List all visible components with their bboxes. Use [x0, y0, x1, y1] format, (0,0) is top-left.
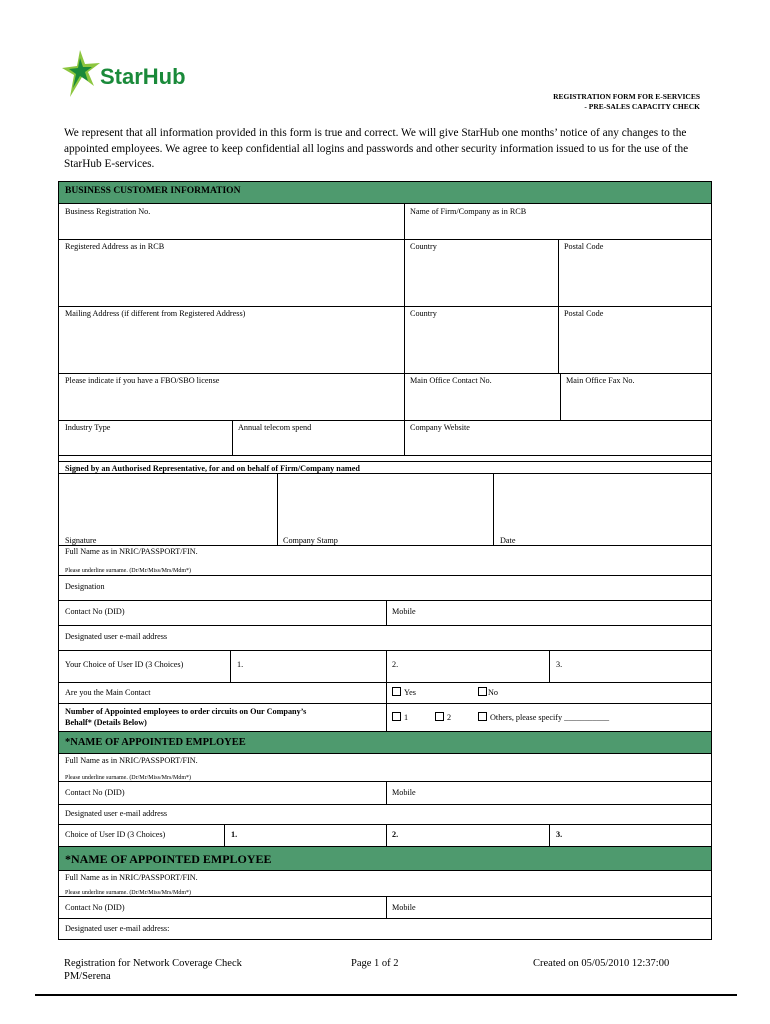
employee1-mobile-label: Mobile [392, 788, 416, 797]
intro-paragraph: We represent that all information provided in this form is true and correct. We will give StarHub one months’ notice of any changes to the appointed employees. We agree to keep confidential all logins and passwords and other security information issued to us for the use of the StarHub E-services. [64, 127, 689, 170]
employee1-choice-2: 2. [392, 830, 399, 839]
main-contact-question: Are you the Main Contact [65, 688, 151, 697]
employee2-email-label: Designated user e-mail address: [65, 924, 170, 933]
yes-label: Yes [404, 688, 416, 697]
option-2-label: 2 [447, 713, 452, 722]
employee1-user-id-label: Choice of User ID (3 Choices) [65, 830, 166, 839]
divider [59, 625, 711, 626]
employee1-heading: *NAME OF APPOINTED EMPLOYEE [59, 731, 711, 754]
employee1-underline-note: Please underline surname. (Dr/Mr/Miss/Mrs/Mdm*) [65, 775, 191, 781]
divider [493, 473, 494, 545]
choice-2-label: 2. [392, 660, 399, 669]
divider [59, 703, 711, 704]
employee1-full-name-label: Full Name as in NRIC/PASSPORT/FIN. [65, 756, 198, 765]
divider [404, 204, 405, 239]
option-2-checkbox[interactable] [435, 712, 444, 721]
signature-section-heading: Signed by an Authorised Representative, for and on behalf of Firm/Company named [65, 464, 360, 473]
employee1-choice-1: 1. [231, 830, 238, 839]
mailing-address-label: Mailing Address (if different from Registered Address) [65, 309, 246, 318]
divider [59, 682, 711, 683]
divider [560, 373, 561, 420]
footer-created-date: Created on 05/05/2010 12:37:00 [533, 958, 670, 969]
choice-3-label: 3. [556, 660, 563, 669]
fbo-license-label: Please indicate if you have a FBO/SBO license [65, 376, 220, 385]
option-others-label: Others, please specify ___________ [490, 713, 610, 722]
full-name-label: Full Name as in NRIC/PASSPORT/FIN. [65, 547, 198, 556]
employee2-full-name-label: Full Name as in NRIC/PASSPORT/FIN. [65, 873, 198, 882]
divider [404, 373, 405, 455]
option-1-label: 1 [404, 713, 409, 722]
divider [224, 824, 225, 846]
firm-name-label: Name of Firm/Company as in RCB [410, 207, 527, 216]
country-label: Country [410, 242, 437, 251]
divider [277, 473, 278, 545]
option-2[interactable] [435, 712, 451, 723]
divider [59, 575, 711, 576]
divider [59, 781, 711, 782]
brn-label: Business Registration No. [65, 207, 151, 216]
divider [59, 824, 711, 825]
employee2-heading: *NAME OF APPOINTED EMPLOYEE [59, 846, 711, 871]
company-stamp-label: Company Stamp [283, 536, 338, 545]
starhub-logo [62, 50, 222, 102]
divider [59, 650, 711, 651]
divider [59, 455, 711, 456]
date-label: Date [500, 536, 516, 545]
divider [59, 545, 711, 546]
choice-1-label: 1. [237, 660, 244, 669]
divider [59, 461, 711, 462]
divider [59, 373, 711, 374]
employee1-choice-3: 3. [556, 830, 563, 839]
divider [59, 306, 711, 307]
yes-checkbox[interactable] [392, 687, 401, 696]
user-id-choice-label: Your Choice of User ID (3 Choices) [65, 660, 184, 669]
divider [386, 781, 387, 804]
divider [59, 896, 711, 897]
signature-label: Signature [65, 536, 97, 545]
bottom-rule [35, 994, 737, 996]
footer-doc-title: Registration for Network Coverage Check [64, 958, 242, 969]
employee2-underline-note: Please underline surname. (Dr/Mr/Miss/Mrs/Mdm*) [65, 890, 191, 896]
main-fax-no-label: Main Office Fax No. [566, 376, 635, 385]
company-website-label: Company Website [410, 423, 470, 432]
underline-note: Please underline surname. (Dr/Mr/Miss/Mrs/Mdm*) [65, 568, 191, 574]
yes-option[interactable] [392, 687, 416, 698]
divider [549, 650, 550, 682]
telecom-spend-label: Annual telecom spend [238, 423, 312, 432]
divider [549, 824, 550, 846]
divider [59, 918, 711, 919]
designation-label: Designation [65, 582, 105, 591]
option-1-checkbox[interactable] [392, 712, 401, 721]
divider [386, 896, 387, 918]
postal-code-label: Postal Code [564, 242, 604, 251]
option-others-checkbox[interactable] [478, 712, 487, 721]
divider [59, 600, 711, 601]
appointed-question-line1: Number of Appointed employees to order circuits on Our Company’s [65, 707, 307, 716]
registration-form [58, 181, 712, 940]
business-section-heading: BUSINESS CUSTOMER INFORMATION [59, 182, 711, 204]
employee2-contact-no-label: Contact No (DID) [65, 903, 125, 912]
employee2-mobile-label: Mobile [392, 903, 416, 912]
divider [59, 239, 711, 240]
footer-left [64, 957, 242, 983]
divider [59, 804, 711, 805]
no-option[interactable] [478, 687, 498, 698]
form-title-line2: - PRE-SALES CAPACITY CHECK [584, 102, 700, 111]
form-title-line1: REGISTRATION FORM FOR E-SERVICES [553, 92, 700, 101]
appointed-question-line2: Behalf* (Details Below) [65, 718, 147, 727]
form-title [553, 92, 700, 112]
divider [386, 650, 387, 731]
no-label: No [488, 688, 499, 697]
starhub-star-icon [62, 50, 222, 102]
mobile-label: Mobile [392, 607, 416, 616]
mailing-postal-code-label: Postal Code [564, 309, 604, 318]
footer-author: PM/Serena [64, 971, 111, 982]
email-label: Designated user e-mail address [65, 632, 168, 641]
contact-no-label: Contact No (DID) [65, 607, 125, 616]
employee1-email-label: Designated user e-mail address [65, 809, 168, 818]
divider [59, 473, 711, 474]
divider [232, 420, 233, 455]
mailing-country-label: Country [410, 309, 437, 318]
reg-address-label: Registered Address as in RCB [65, 242, 165, 251]
option-1[interactable] [392, 712, 408, 723]
main-contact-no-label: Main Office Contact No. [410, 376, 492, 385]
divider [386, 824, 387, 846]
divider [59, 420, 711, 421]
no-checkbox[interactable] [478, 687, 487, 696]
option-others[interactable] [478, 712, 609, 723]
logo-text: StarHub [100, 64, 186, 89]
industry-type-label: Industry Type [65, 423, 111, 432]
footer-page-number: Page 1 of 2 [351, 958, 399, 969]
divider [230, 650, 231, 682]
divider [386, 600, 387, 625]
employee1-contact-no-label: Contact No (DID) [65, 788, 125, 797]
